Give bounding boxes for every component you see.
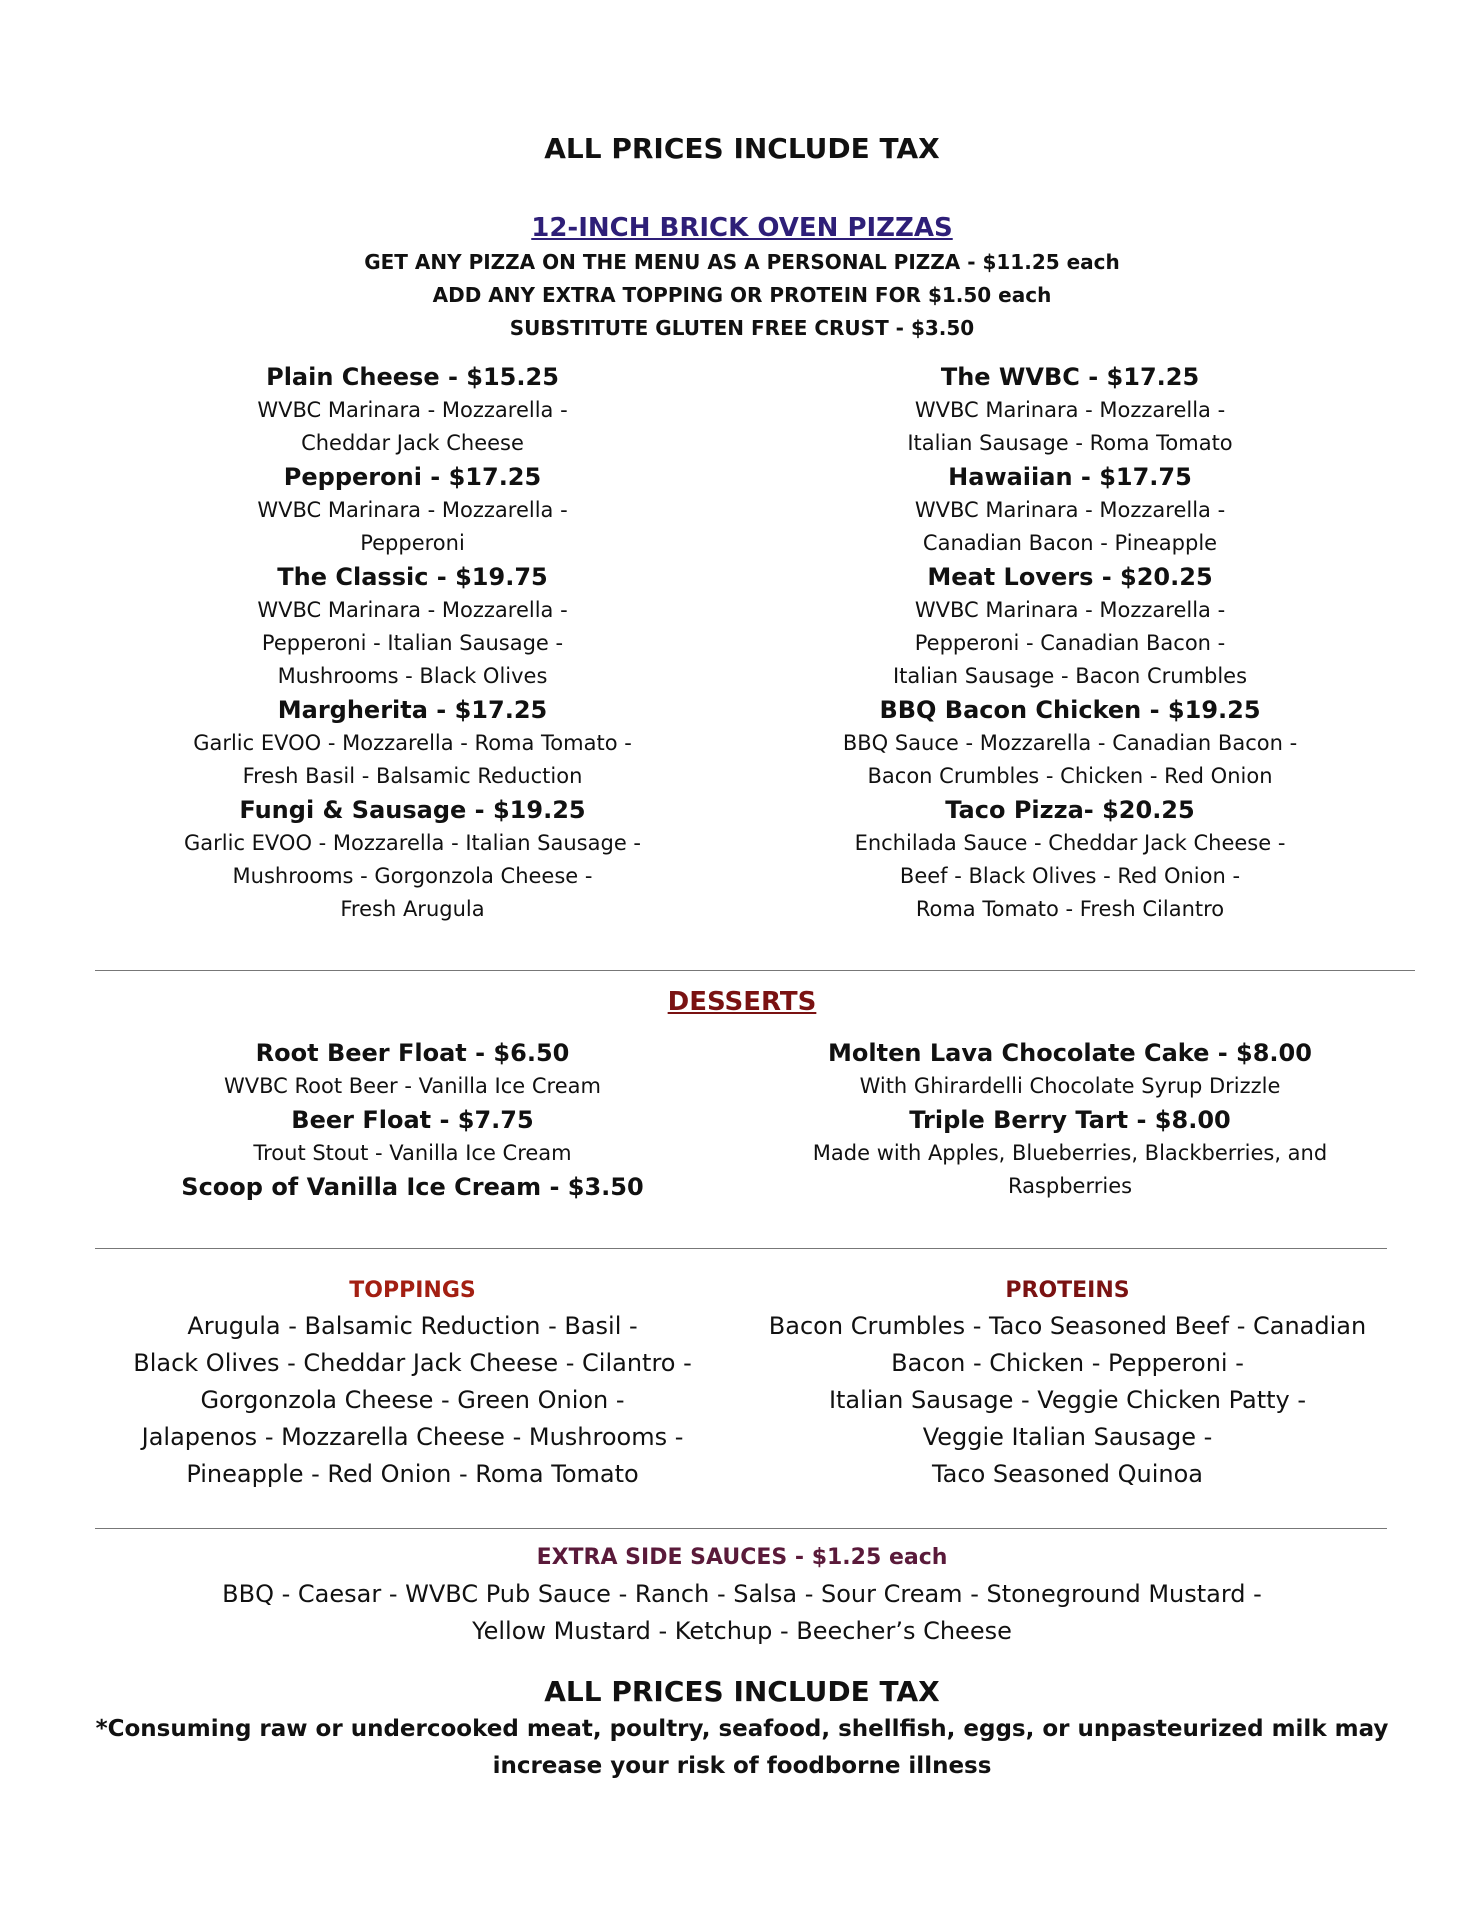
dessert-column-left [140, 1036, 685, 1204]
item-desc-line: WVBC Marinara - Mozzarella - [914, 398, 1226, 422]
pizza-column-left [140, 360, 685, 926]
item-desc-line: WVBC Marinara - Mozzarella - [257, 398, 568, 422]
menu-item [140, 1036, 685, 1103]
sauces-block [0, 1540, 1484, 1650]
toppings-line: Jalapenos - Mozzarella Cheese - Mushrooms - [141, 1423, 684, 1451]
item-desc-line: Pepperoni - Italian Sausage - [261, 631, 564, 655]
item-name: Molten Lava Chocolate Cake - $8.00 [828, 1039, 1312, 1067]
menu-item [140, 360, 685, 460]
toppings-line: Arugula - Balsamic Reduction - Basil - [187, 1312, 638, 1340]
sauces-title: EXTRA SIDE SAUCES - $1.25 each [536, 1545, 948, 1570]
divider-pizzas [95, 970, 1415, 971]
item-name: Meat Lovers - $20.25 [927, 563, 1213, 591]
menu-item [790, 1036, 1350, 1103]
proteins-line: Taco Seasoned Quinoa [931, 1460, 1203, 1488]
menu-item [140, 560, 685, 693]
menu-item [140, 1170, 685, 1204]
item-name: Scoop of Vanilla Ice Cream - $3.50 [181, 1173, 644, 1201]
item-name: The WVBC - $17.25 [940, 363, 1200, 391]
item-desc-line: BBQ Sauce - Mozzarella - Canadian Bacon - [842, 731, 1298, 755]
item-desc-line: Pepperoni - Canadian Bacon - [914, 631, 1226, 655]
health-warning-line: *Consuming raw or undercooked meat, poultry, seafood, shellfish, eggs, or unpasteurized milk may [95, 1716, 1389, 1742]
item-desc-line: Cheddar Jack Cheese [301, 431, 524, 455]
item-name: The Classic - $19.75 [277, 563, 548, 591]
divider-desserts [95, 1248, 1387, 1249]
menu-item [140, 793, 685, 926]
item-name: Plain Cheese - $15.25 [266, 363, 559, 391]
item-desc-line: WVBC Marinara - Mozzarella - [914, 598, 1226, 622]
item-name: Taco Pizza- $20.25 [945, 796, 1195, 824]
health-warning-line: increase your risk of foodborne illness [492, 1753, 992, 1779]
sauces-line: BBQ - Caesar - WVBC Pub Sauce - Ranch - Salsa - Sour Cream - Stoneground Mustard - [222, 1580, 1262, 1608]
divider-toppings [95, 1528, 1387, 1529]
pizza-note-extra-topping: ADD ANY EXTRA TOPPING OR PROTEIN FOR $1.50 each [432, 283, 1052, 307]
item-desc-line: WVBC Marinara - Mozzarella - [914, 498, 1226, 522]
item-desc-line: WVBC Marinara - Mozzarella - [257, 498, 568, 522]
item-name: Hawaiian - $17.75 [948, 463, 1192, 491]
menu-item [140, 693, 685, 793]
proteins-title: PROTEINS [1005, 1278, 1130, 1303]
item-desc-line: Pepperoni [360, 531, 465, 555]
pizza-section-title: 12-INCH BRICK OVEN PIZZAS [531, 213, 953, 243]
desserts-section-title: DESSERTS [667, 987, 817, 1017]
toppings-block [110, 1274, 715, 1493]
proteins-line: Bacon - Chicken - Pepperoni - [891, 1349, 1244, 1377]
proteins-line: Italian Sausage - Veggie Chicken Patty - [828, 1386, 1307, 1414]
item-desc-line: Raspberries [1007, 1174, 1133, 1198]
menu-item [810, 460, 1330, 560]
pizza-note-gluten-free: SUBSTITUTE GLUTEN FREE CRUST - $3.50 [509, 316, 975, 340]
item-name: Pepperoni - $17.25 [283, 463, 542, 491]
item-desc-line: With Ghirardelli Chocolate Syrup Drizzle [859, 1074, 1281, 1098]
menu-item [810, 693, 1330, 793]
toppings-title: TOPPINGS [349, 1278, 476, 1303]
item-desc-line: Fresh Basil - Balsamic Reduction [242, 764, 583, 788]
item-desc-line: Beef - Black Olives - Red Onion - [899, 864, 1241, 888]
item-name: BBQ Bacon Chicken - $19.25 [879, 696, 1261, 724]
proteins-block [750, 1274, 1385, 1493]
item-desc-line: Enchilada Sauce - Cheddar Jack Cheese - [854, 831, 1286, 855]
item-name: Triple Berry Tart - $8.00 [909, 1106, 1231, 1134]
footer [0, 1673, 1484, 1785]
toppings-line: Gorgonzola Cheese - Green Onion - [200, 1386, 625, 1414]
item-desc-line: WVBC Root Beer - Vanilla Ice Cream [224, 1074, 601, 1098]
top-tax-note: ALL PRICES INCLUDE TAX [544, 132, 940, 165]
item-desc-line: Trout Stout - Vanilla Ice Cream [253, 1141, 572, 1165]
menu-item [810, 793, 1330, 926]
item-desc-line: Mushrooms - Black Olives [277, 664, 548, 688]
item-desc-line: Italian Sausage - Bacon Crumbles [892, 664, 1248, 688]
item-name: Beer Float - $7.75 [291, 1106, 534, 1134]
toppings-line: Pineapple - Red Onion - Roma Tomato [186, 1460, 639, 1488]
item-desc-line: Canadian Bacon - Pineapple [922, 531, 1218, 555]
item-name: Root Beer Float - $6.50 [255, 1039, 570, 1067]
pizza-section-header [0, 210, 1484, 345]
item-desc-line: Italian Sausage - Roma Tomato [907, 431, 1233, 455]
bottom-tax-note: ALL PRICES INCLUDE TAX [544, 1675, 940, 1708]
menu-item [790, 1103, 1350, 1203]
item-desc-line: WVBC Marinara - Mozzarella - [257, 598, 568, 622]
toppings-line: Black Olives - Cheddar Jack Cheese - Cilantro - [133, 1349, 692, 1377]
item-desc-line: Bacon Crumbles - Chicken - Red Onion [867, 764, 1273, 788]
menu-item [140, 1103, 685, 1170]
item-desc-line: Mushrooms - Gorgonzola Cheese - [232, 864, 593, 888]
item-desc-line: Garlic EVOO - Mozzarella - Roma Tomato - [193, 731, 632, 755]
dessert-column-right [790, 1036, 1350, 1203]
proteins-line: Veggie Italian Sausage - [922, 1423, 1213, 1451]
menu-item [140, 460, 685, 560]
item-desc-line: Garlic EVOO - Mozzarella - Italian Sausage - [184, 831, 641, 855]
pizza-column-right [810, 360, 1330, 926]
item-name: Fungi & Sausage - $19.25 [239, 796, 586, 824]
desserts-section-title-wrap [0, 980, 1484, 1024]
menu-item [810, 360, 1330, 460]
item-desc-line: Roma Tomato - Fresh Cilantro [915, 897, 1225, 921]
pizza-note-personal: GET ANY PIZZA ON THE MENU AS A PERSONAL PIZZA - $11.25 each [364, 250, 1120, 274]
item-desc-line: Made with Apples, Blueberries, Blackberries, and [812, 1141, 1328, 1165]
proteins-line: Bacon Crumbles - Taco Seasoned Beef - Canadian [768, 1312, 1367, 1340]
menu-item [810, 560, 1330, 693]
item-desc-line: Fresh Arugula [340, 897, 485, 921]
sauces-line: Yellow Mustard - Ketchup - Beecher’s Cheese [472, 1617, 1012, 1645]
item-name: Margherita - $17.25 [277, 696, 548, 724]
